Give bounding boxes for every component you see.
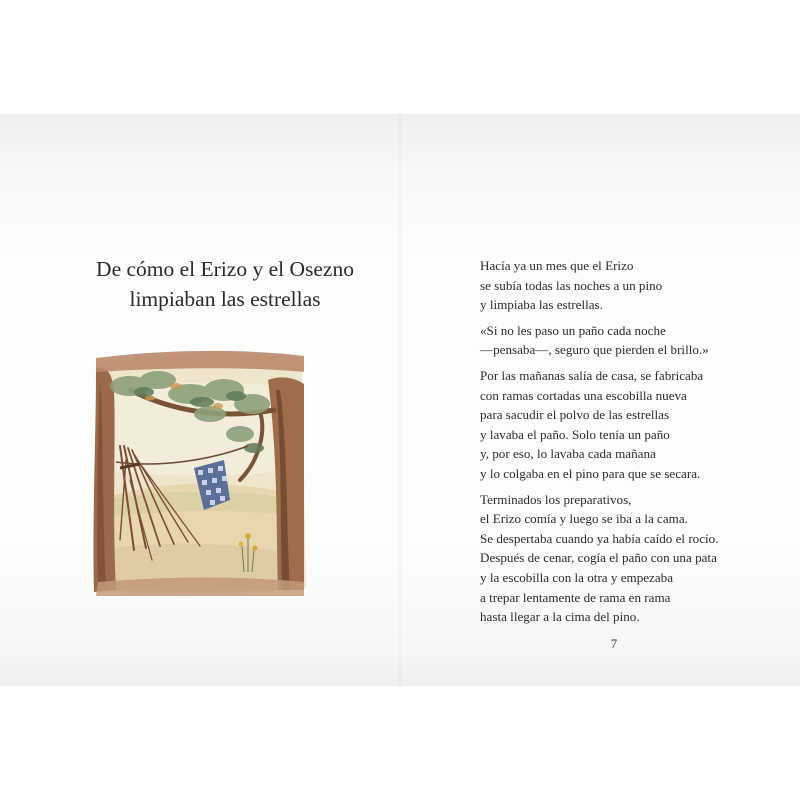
text-line: Se despertaba cuando ya había caído el rocío. — [480, 530, 719, 546]
chapter-title-line: limpiaban las estrellas — [129, 287, 321, 311]
text-line: para sacudir el polvo de las estrellas — [480, 407, 670, 423]
text-line: hasta llegar a la cima del pino. — [480, 609, 640, 625]
text-line: «Si no les paso un paño cada noche — [480, 322, 666, 338]
text-line: y la escobilla con la otra y empezaba — [480, 569, 674, 585]
text-line: se subía todas las noches a un pino — [480, 277, 663, 293]
text-line: a trepar lentamente de rama en rama — [480, 589, 671, 605]
paragraph — [480, 256, 780, 315]
watercolor-illustration — [90, 350, 312, 596]
text-line: —pensaba—, seguro que pierden el brillo.» — [480, 342, 709, 358]
text-line: Terminados los preparativos, — [480, 491, 632, 507]
text-line: Hacía ya un mes que el Erizo — [480, 258, 634, 273]
bottom-frame — [96, 578, 304, 597]
paragraph — [480, 490, 780, 627]
text-line: y lo colgaba en el pino para que se secara. — [480, 465, 701, 481]
text-line: Después de cenar, cogía el paño con una pata — [480, 550, 717, 566]
paragraph — [480, 366, 780, 484]
paragraph — [480, 321, 780, 360]
text-line: con ramas cortadas una escobilla nueva — [480, 387, 687, 403]
text-line: y, por eso, lo lavaba cada mañana — [480, 446, 656, 462]
text-line: y limpiaba las estrellas. — [480, 297, 603, 313]
chapter-title-line: De cómo el Erizo y el Osezno — [96, 257, 354, 281]
text-line: el Erizo comía y luego se iba a la cama. — [480, 511, 688, 527]
chapter-title — [40, 254, 410, 314]
page-number: 7 — [610, 636, 618, 651]
text-line: y lavaba el paño. Solo tenía un paño — [480, 426, 670, 442]
story-text — [480, 256, 780, 633]
text-line: Por las mañanas salía de casa, se fabricaba — [480, 367, 704, 383]
